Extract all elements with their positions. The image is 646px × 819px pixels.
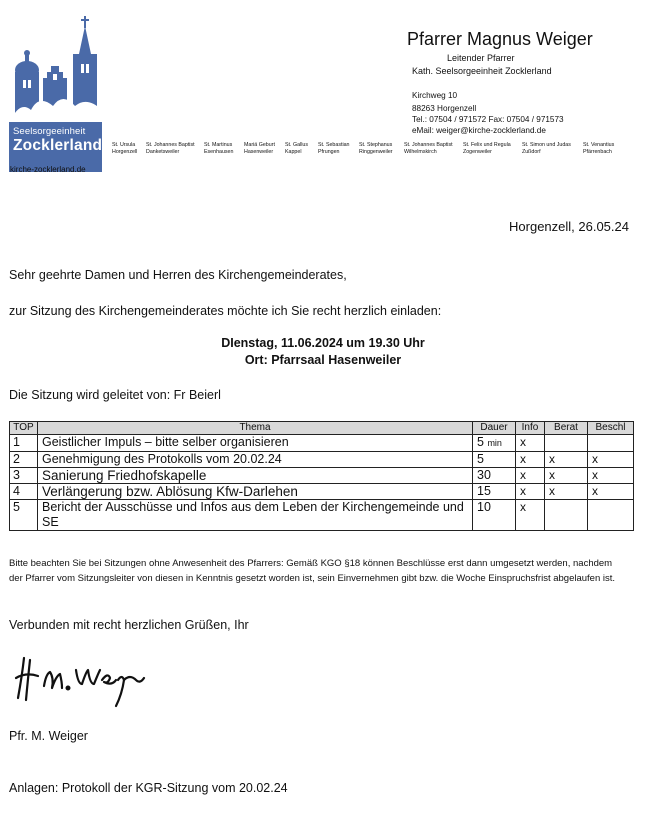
agenda-topic: Verlängerung bzw. Ablösung Kfw-Darlehen: [38, 484, 473, 500]
table-row: [10, 484, 634, 500]
table-header-row: [10, 422, 634, 435]
invitation-text: zur Sitzung des Kirchengemeinderates möchte ich Sie recht herzlich einladen:: [9, 304, 442, 318]
agenda-table: [9, 421, 634, 531]
berat-mark: [545, 435, 588, 452]
agenda-topic: Geistlicher Impuls – bitte selber organisieren: [38, 435, 473, 452]
berat-mark: [545, 500, 588, 531]
column-header: TOP: [10, 422, 38, 435]
table-row: [10, 435, 634, 452]
duration: 5: [473, 452, 516, 468]
top-number: 2: [10, 452, 38, 468]
sender-role: Leitender Pfarrer: [447, 53, 515, 63]
parish-item: St. Martinus Esenhausen: [204, 142, 234, 155]
berat-mark: x: [545, 468, 588, 484]
parish-item: St. Venantius Pfärrenbach: [583, 142, 615, 155]
table-row: [10, 500, 634, 531]
beschl-mark: [588, 500, 634, 531]
letter-date: Horgenzell, 26.05.24: [509, 219, 629, 234]
parish-item: St. Ursula Horgenzell: [112, 142, 138, 155]
parish-item: St. Stephanus Ringgenweiler: [359, 142, 393, 155]
agenda-topic: Sanierung Friedhofskapelle: [38, 468, 473, 484]
address-street: Kirchweg 10: [412, 91, 458, 100]
contact-phone: Tel.: 07504 / 971572 Fax: 07504 / 971573: [412, 115, 564, 124]
info-mark: x: [516, 468, 545, 484]
logo-line2: Zocklerland: [13, 137, 103, 154]
parish-item: St. Gallus Kappel: [285, 142, 308, 155]
parish-item: Mariä Geburt Hasenweiler: [244, 142, 275, 155]
parish-item: St. Johannes Baptist Danketsweiler: [146, 142, 195, 155]
info-mark: x: [516, 500, 545, 531]
duration: 5 min: [473, 435, 516, 452]
agenda-topic: Bericht der Ausschüsse und Infos aus dem Leben der Kirchengemeinde und SE: [38, 500, 473, 531]
meeting-leader: Die Sitzung wird geleitet von: Fr Beierl: [9, 388, 221, 402]
meeting-date: DIenstag, 11.06.2024 um 19.30 Uhr: [221, 336, 425, 350]
meeting-place: Ort: Pfarrsaal Hasenweiler: [244, 353, 402, 367]
beschl-mark: x: [588, 468, 634, 484]
table-row: [10, 468, 634, 484]
agenda-topic: Genehmigung des Protokolls vom 20.02.24: [38, 452, 473, 468]
parish-item: St. Johannes Baptist Wilhelmskirch: [404, 142, 453, 155]
sender-unit: Kath. Seelsorgeeinheit Zocklerland: [412, 66, 552, 76]
info-mark: x: [516, 435, 545, 452]
berat-mark: x: [545, 484, 588, 500]
legal-notice: Bitte beachten Sie bei Sitzungen ohne Anwesenheit des Pfarrers: Gemäß KGO §18 können Beschlüsse erst dann umgesetzt werden, nachdem der Pfarrer vom Sitzungsleiter von diesen in Kenntnis gesetzt worden ist, sein Einvernehmen gibt bzw. die Woche Einspruchsfrist abgelaufen ist.: [9, 558, 616, 584]
handwritten-signature: [12, 650, 152, 710]
attachments: Anlagen: Protokoll der KGR-Sitzung vom 20.02.24: [9, 781, 288, 795]
column-header: Thema: [38, 422, 473, 435]
logo-line1: Seelsorgeeinheit: [13, 126, 86, 137]
table-row: [10, 452, 634, 468]
top-number: 4: [10, 484, 38, 500]
beschl-mark: [588, 435, 634, 452]
info-mark: x: [516, 484, 545, 500]
website-link[interactable]: kirche-zocklerland.de: [10, 165, 86, 174]
column-header: Dauer: [473, 422, 516, 435]
duration: 30: [473, 468, 516, 484]
top-number: 5: [10, 500, 38, 531]
column-header: Beschl: [588, 422, 634, 435]
duration-unit: min: [487, 438, 502, 448]
top-number: 3: [10, 468, 38, 484]
sender-name: Pfarrer Magnus Weiger: [407, 29, 593, 49]
parish-item: St. Felix und Regula Zogenweiler: [463, 142, 511, 155]
beschl-mark: x: [588, 484, 634, 500]
parish-item: St. Simon und Judas Zußdorf: [522, 142, 571, 155]
parish-list: [112, 142, 632, 168]
address-city: 88263 Horgenzell: [412, 104, 477, 113]
column-header: Berat: [545, 422, 588, 435]
parish-logo: [9, 14, 102, 160]
info-mark: x: [516, 452, 545, 468]
duration: 15: [473, 484, 516, 500]
salutation: Sehr geehrte Damen und Herren des Kirchengemeinderates,: [9, 268, 347, 282]
berat-mark: x: [545, 452, 588, 468]
duration: 10: [473, 500, 516, 531]
top-number: 1: [10, 435, 38, 452]
signature-name: Pfr. M. Weiger: [9, 729, 88, 743]
beschl-mark: x: [588, 452, 634, 468]
parish-item: St. Sebastian Pfrungen: [318, 142, 350, 155]
church-skyline-icon: [9, 14, 102, 124]
contact-email[interactable]: eMail: weiger@kirche-zocklerland.de: [412, 126, 546, 135]
column-header: Info: [516, 422, 545, 435]
closing: Verbunden mit recht herzlichen Grüßen, Ihr: [9, 618, 249, 632]
